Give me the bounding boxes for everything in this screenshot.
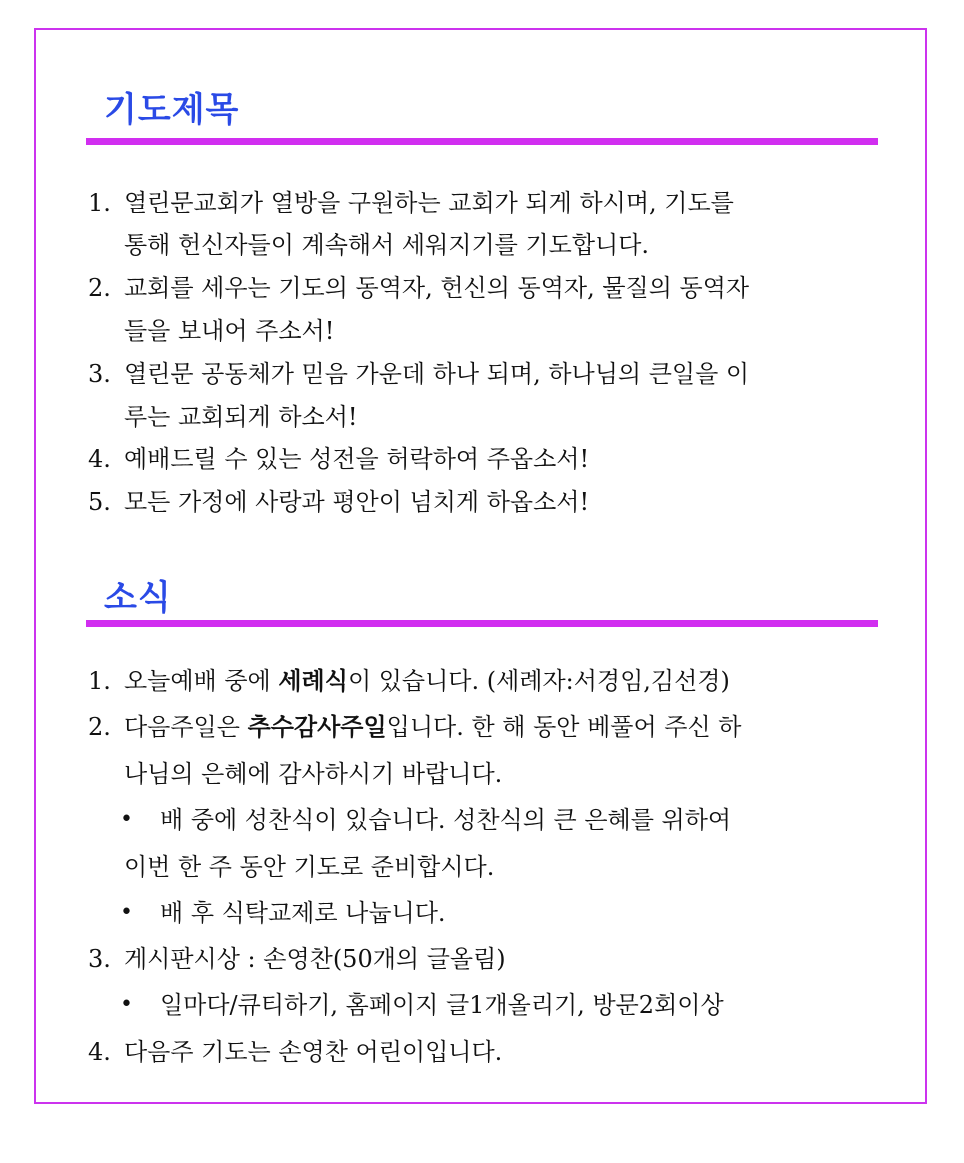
- news-item-2-number: 2.: [88, 713, 111, 741]
- prayer-item-2-number: 2.: [88, 274, 111, 302]
- news-item-4-number: 4.: [88, 1038, 111, 1066]
- prayer-item-1-line-2: 통해 헌신자들이 계속해서 세워지기를 기도합니다.: [124, 231, 650, 259]
- news-item-1-text: [124, 666, 730, 696]
- news-item-1-pre: 오늘예배 중에: [124, 667, 279, 695]
- news-bullet-1-line-2: 이번 한 주 동안 기도로 준비합시다.: [124, 853, 495, 881]
- prayer-item-1-number: 1.: [88, 189, 111, 217]
- prayer-item-4-number: 4.: [88, 445, 111, 473]
- news-item-2-bold: 추수감사주일: [247, 713, 387, 741]
- prayer-item-2-line-2: 들을 보내어 주소서!: [124, 317, 335, 345]
- news-heading: 소식: [104, 578, 172, 618]
- news-item-2-pre: 다음주일은: [124, 713, 248, 741]
- prayer-heading-rule: [86, 138, 878, 145]
- prayer-item-5-line-1: 모든 가정에 사랑과 평안이 넘치게 하옵소서!: [124, 488, 590, 516]
- news-bullet-2-mark: •: [120, 900, 133, 925]
- prayer-item-3-number: 3.: [88, 360, 111, 388]
- prayer-item-3-line-2: 루는 교회되게 하소서!: [124, 403, 358, 431]
- news-item-3-number: 3.: [88, 945, 111, 973]
- prayer-item-1-line-1: 열린문교회가 열방을 구원하는 교회가 되게 하시며, 기도를: [124, 189, 734, 217]
- news-bullet-1-mark: •: [120, 807, 133, 832]
- prayer-item-2-line-1: 교회를 세우는 기도의 동역자, 헌신의 동역자, 물질의 동역자: [124, 274, 750, 302]
- news-heading-rule: [86, 620, 878, 627]
- news-item-2-line-2: 나님의 은혜에 감사하시기 바랍니다.: [124, 760, 503, 788]
- news-item-2-post: 입니다. 한 해 동안 베풀어 주신 하: [386, 713, 742, 741]
- news-bullet-3-line-1: 일마다/큐티하기, 홈페이지 글1개올리기, 방문2회이상: [160, 991, 724, 1019]
- news-item-1-bold: 세례식: [278, 667, 348, 695]
- news-item-1-number: 1.: [88, 667, 111, 695]
- news-bullet-2-line-1: 배 후 식탁교제로 나눕니다.: [160, 899, 446, 927]
- prayer-heading: 기도제목: [104, 90, 240, 130]
- news-item-1-post: 이 있습니다. (세례자:서경임,김선경): [347, 667, 730, 695]
- news-bullet-1-line-1: 배 중에 성찬식이 있습니다. 성찬식의 큰 은혜를 위하여: [160, 806, 732, 834]
- news-item-4-text: 다음주 기도는 손영찬 어린이입니다.: [124, 1038, 503, 1066]
- prayer-item-3-line-1: 열린문 공동체가 믿음 가운데 하나 되며, 하나님의 큰일을 이: [124, 360, 750, 388]
- prayer-item-5-number: 5.: [88, 488, 111, 516]
- news-item-2-line-1: [124, 712, 741, 742]
- news-item-3-text: 게시판시상 : 손영찬(50개의 글올림): [124, 945, 506, 973]
- news-bullet-3-mark: •: [120, 992, 133, 1017]
- prayer-item-4-line-1: 예배드릴 수 있는 성전을 허락하여 주옵소서!: [124, 445, 590, 473]
